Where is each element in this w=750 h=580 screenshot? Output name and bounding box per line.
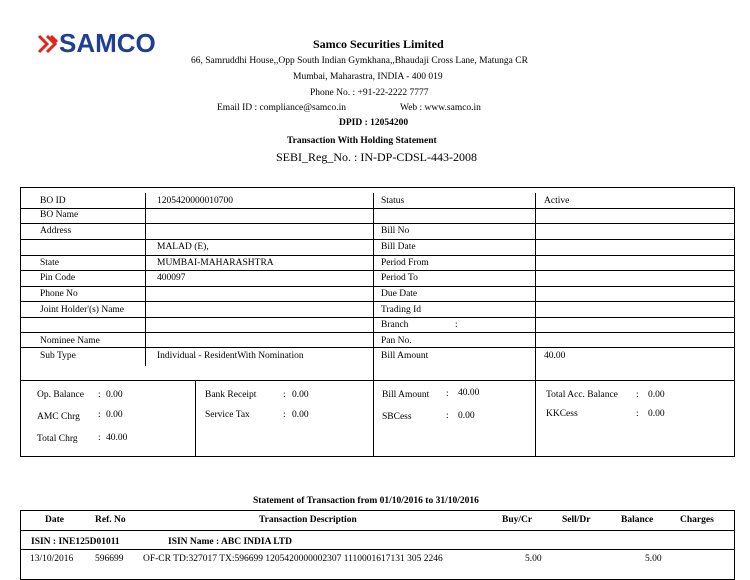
txn-balance: 5.00 [645,554,662,564]
total-chrg-label: Total Chrg [37,434,78,444]
bill-amount-label: Bill Amount [381,351,429,361]
samco-logo-icon [37,32,59,56]
col-buy-cr: Buy/Cr [502,515,533,525]
nominee-name-label: Nominee Name [40,336,100,346]
address-label: Address [40,226,72,236]
col-ref-no: Ref. No [95,515,126,525]
status-value: Active [544,196,570,206]
pan-no-label: Pan No. [381,336,412,346]
state-label: State [40,258,59,268]
branch-label: Branch [381,320,409,330]
col-balance: Balance [621,515,654,525]
op-balance-colon: : [98,390,101,400]
bank-receipt-value: 0.00 [292,390,309,400]
firm-name: Samco Securities Limited [313,37,444,51]
col-sell-dr: Sell/Dr [562,515,591,525]
txn-buy: 5.00 [525,554,542,564]
bank-receipt-label: Bank Receipt [205,390,257,400]
transactions-title: Statement of Transaction from 01/10/2016 to 31/10/2016 [253,496,479,506]
total-acc-balance-value: 0.00 [648,390,665,400]
firm-address-line2: Mumbai, Maharastra, INDIA - 400 019 [293,72,443,82]
total-chrg-value: 40.00 [106,433,128,443]
total-acc-balance-label: Total Acc. Balance [546,390,618,400]
logo-wordmark: SAMCO [59,28,156,58]
summary-bill-amount-value: 40.00 [458,388,480,398]
period-from-label: Period From [381,258,429,268]
firm-address-line1: 66, Samruddhi House,,Opp South Indian Gymkhana,,Bhaudaji Cross Lane, Matunga CR [191,56,528,66]
firm-email: Email ID : compliance@samco.in [217,103,347,113]
service-tax-label: Service Tax [205,410,250,420]
amc-chrg-label: AMC Chrg [37,412,80,422]
op-balance-value: 0.00 [106,390,123,400]
bo-id-value: 1205420000010700 [157,196,233,206]
statement-title: Transaction With Holding Statement [287,136,437,146]
account-info-box [20,187,735,457]
bill-amount-value: 40.00 [544,351,566,361]
txn-ref: 596699 [95,554,124,564]
trading-id-label: Trading Id [381,305,422,315]
col-date: Date [45,515,64,525]
pin-code-value: 400097 [157,273,186,283]
kkcess-value: 0.00 [648,409,665,419]
sub-type-label: Sub Type [40,351,76,361]
dpid: DPID : 12054200 [339,118,409,128]
kkcess-label: KKCess [546,409,578,419]
txn-description: OF-CR TD:327017 TX:596699 1205420000002307 1110001617131 305 2246 [143,554,443,564]
isin-code: ISIN : INE125D01011 [31,537,120,547]
sbcess-value: 0.00 [458,411,475,421]
branch-colon: : [455,320,458,330]
status-label: Status [381,196,405,206]
kkcess-colon: : [636,409,639,419]
op-balance-label: Op. Balance [37,390,84,400]
bill-date-label: Bill Date [381,242,416,252]
sbcess-label: SBCess [382,412,412,422]
total-acc-balance-colon: : [636,390,639,400]
sebi-registration: SEBI_Reg_No. : IN-DP-CDSL-443-2008 [276,150,477,164]
address-value: MALAD (E), [157,242,209,252]
summary-bill-amount-label: Bill Amount [382,390,430,400]
summary-bill-amount-colon: : [446,389,449,399]
pin-code-label: Pin Code [40,273,76,283]
col-charges: Charges [680,515,714,525]
service-tax-value: 0.00 [292,410,309,420]
sbcess-colon: : [446,411,449,421]
total-chrg-colon: : [98,433,101,443]
isin-name: ISIN Name : ABC INDIA LTD [168,537,292,547]
sub-type-value: Individual - ResidentWith Nomination [157,351,304,361]
bo-name-label: BO Name [40,210,79,220]
bill-no-label: Bill No [381,226,410,236]
firm-website: Web : www.samco.in [400,103,481,113]
state-value: MUMBAI-MAHARASHTRA [157,258,274,268]
firm-phone: Phone No. : +91-22-2222 7777 [310,88,429,98]
phone-no-label: Phone No [40,289,78,299]
amc-chrg-value: 0.00 [106,410,123,420]
period-to-label: Period To [381,273,418,283]
service-tax-colon: : [283,410,286,420]
txn-date: 13/10/2016 [30,554,74,564]
amc-chrg-colon: : [98,410,101,420]
joint-holder-label: Joint Holder'(s) Name [40,305,125,315]
col-description: Transaction Description [259,515,357,525]
bo-id-label: BO ID [40,196,66,206]
due-date-label: Due Date [381,289,418,299]
bank-receipt-colon: : [283,390,286,400]
